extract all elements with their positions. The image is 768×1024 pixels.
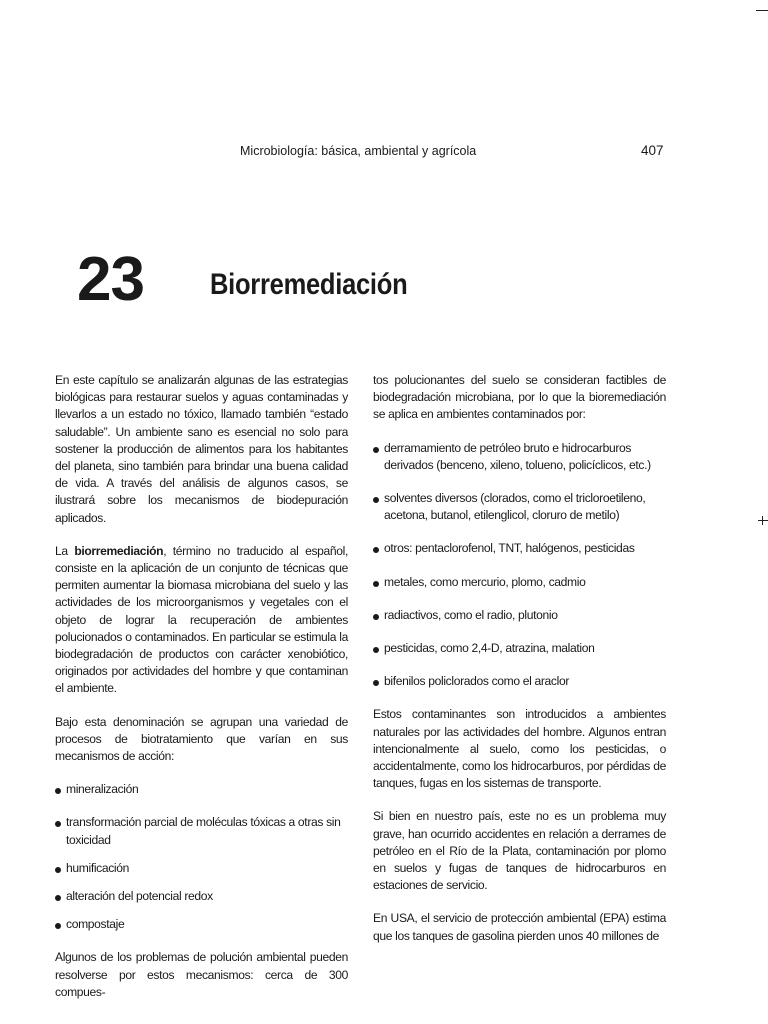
list-item: pesticidas, como 2,4-D, atrazina, malation — [373, 640, 666, 657]
definition-paragraph — [55, 543, 348, 698]
left-column — [55, 372, 348, 1017]
list-item: alteración del potencial redox — [55, 888, 348, 905]
running-header — [0, 142, 768, 162]
list-item: bifenilos policlorados como el araclor — [373, 673, 666, 690]
list-item: solventes diversos (clorados, como el tricloroetileno, acetona, butanol, etilenglicol, cloruro de metilo) — [373, 490, 666, 524]
crop-mark-top — [756, 10, 768, 11]
pollution-paragraph: Algunos de los problemas de polución ambiental pueden resolverse por estos mecanismos: cerca de 300 compues- — [55, 950, 348, 999]
crop-mark-middle — [758, 520, 768, 521]
list-item: radiactivos, como el radio, plutonio — [373, 607, 666, 624]
list-item: derramamiento de petróleo bruto e hidrocarburos derivados (benceno, xileno, tolueno, policíclicos, etc.) — [373, 440, 666, 474]
list-item: otros: pentaclorofenol, TNT, halógenos, pesticidas — [373, 540, 666, 557]
list-item: compostaje — [55, 916, 348, 933]
local-context-paragraph: Si bien en nuestro país, este no es un problema muy grave, han ocurrido accidentes en relación a derrames de petróleo en el Río de la Plata, contaminación por plomo en suelos y fugas de tanques de hidrocarburos en estaciones de servicio. — [373, 809, 666, 893]
contaminants-list — [373, 440, 666, 691]
chapter-number: 23 — [77, 245, 144, 314]
introduction-paragraph: Estos contaminantes son introducidos a ambientes naturales por las actividades del hombre. Algunos entran intencionalmente al suelo, como los pesticidas, o accidentalmente, como los hidrocarburos, por pérdidas de tanques, fugas en los sistemas de transporte. — [373, 707, 666, 791]
right-column — [373, 372, 666, 961]
mechanisms-list — [55, 781, 348, 933]
definition-text: , término no traducido al español, consiste en la aplicación de un conjunto de técnicas que permiten aumentar la biomasa microbiana del suelo y las actividades de los microorganismos y vegetales con el objeto de lograr la recuperación de ambientes polucionados o contaminados. En particular se estimula la biodegradación de productos con carácter xenobiótico, originados por actividades del hombre y que contaminan el ambiente. — [55, 543, 348, 696]
mechanisms-intro: Bajo esta denominación se agrupan una variedad de procesos de biotratamiento que varían en sus mecanismos de acción: — [55, 714, 348, 764]
running-title: Microbiología: básica, ambiental y agrícola — [240, 144, 477, 158]
page-number: 407 — [641, 143, 664, 158]
chapter-title: Biorremediación — [210, 268, 408, 301]
definition-term: biorremediación — [74, 543, 164, 558]
usa-paragraph: En USA, el servicio de protección ambiental (EPA) estima que los tanques de gasolina pierden unos 40 millones de — [373, 911, 666, 943]
continuation-paragraph: tos polucionantes del suelo se consideran factibles de biodegradación microbiana, por lo que la bioremediación se aplica en ambientes contaminados por: — [373, 373, 666, 422]
list-item: metales, como mercurio, plomo, cadmio — [373, 574, 666, 591]
list-item: humificación — [55, 860, 348, 877]
list-item: mineralización — [55, 781, 348, 798]
intro-paragraph: En este capítulo se analizarán algunas de las estrategias biológicas para restaurar suelos y aguas contaminadas y llevarlos a un estado no tóxico, llamado también “estado saludable”. Un ambiente sano es esencial no solo para sostener la producción de alimentos para los habitantes del planeta, sino también para brindar una buena calidad de vida. A través del análisis de algunos casos, se ilustrará sobre los mecanismos de biodepuración aplicados. — [55, 373, 348, 525]
definition-prefix: La — [55, 543, 75, 558]
list-item: transformación parcial de moléculas tóxicas a otras sin toxicidad — [55, 814, 348, 848]
